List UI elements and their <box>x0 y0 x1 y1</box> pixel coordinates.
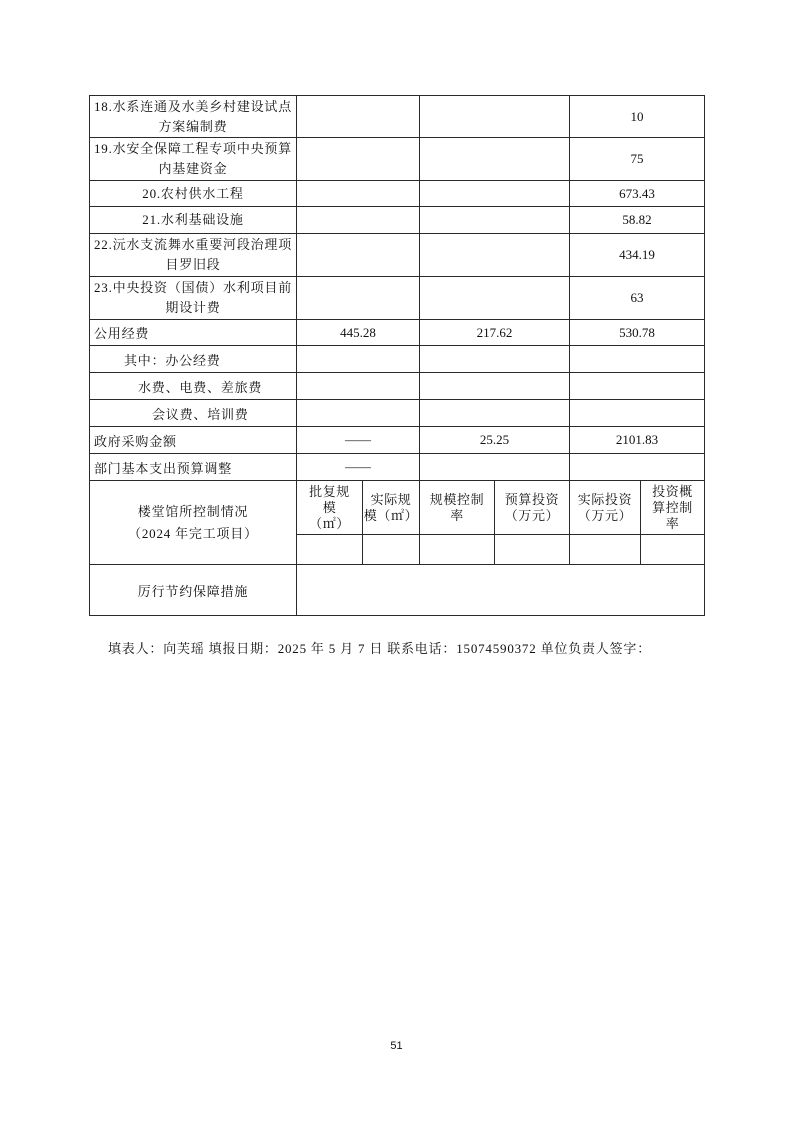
table-row <box>90 565 705 616</box>
value-cell-2 <box>420 181 570 207</box>
value-cell-1 <box>297 277 420 320</box>
value-cell-2: 217.62 <box>420 320 570 346</box>
value-cell-2 <box>420 346 570 373</box>
item-label-cell <box>90 277 297 320</box>
item-label-line: 目罗旧段 <box>165 257 221 272</box>
value-cell-2 <box>420 207 570 234</box>
value-cell-2 <box>420 138 570 181</box>
budget-adjust-label: 部门基本支出预算调整 <box>90 454 297 481</box>
value-cell-1 <box>297 373 420 400</box>
header-line: 模 <box>322 499 337 515</box>
header-line: 实际规 <box>370 491 412 507</box>
value-cell-1 <box>297 234 420 277</box>
signature-label: 单位负责人签字： <box>540 641 651 656</box>
header-actual-investment <box>570 481 641 535</box>
header-scale-control-rate <box>420 481 495 535</box>
value-cell-2 <box>420 277 570 320</box>
value-cell-2 <box>420 234 570 277</box>
actual-investment-value <box>570 535 641 565</box>
value-cell-3: 63 <box>570 277 705 320</box>
value-cell-3 <box>570 400 705 427</box>
public-expense-label: 公用经费 <box>90 320 297 346</box>
table-row <box>90 96 705 138</box>
table-row <box>90 207 705 234</box>
meeting-expense-label: 会议费、培训费 <box>90 400 297 427</box>
budget-investment-value <box>495 535 570 565</box>
value-cell-2 <box>420 373 570 400</box>
value-cell-3: 10 <box>570 96 705 138</box>
value-cell-1: 445.28 <box>297 320 420 346</box>
table-row <box>90 400 705 427</box>
table-row <box>90 346 705 373</box>
page-number: 51 <box>390 1040 403 1052</box>
item-label-line: 22.沅水支流舞水重要河段治理项 <box>93 237 293 252</box>
gov-procurement-label: 政府采购金额 <box>90 427 297 454</box>
table-row <box>90 454 705 481</box>
item-label-cell <box>90 234 297 277</box>
item-label-line: 方案编制费 <box>158 118 228 134</box>
value-cell-3 <box>570 373 705 400</box>
office-expense-label: 其中：办公经费 <box>90 346 297 373</box>
table-row <box>90 427 705 454</box>
value-cell-1 <box>297 181 420 207</box>
value-cell-3: 2101.83 <box>570 427 705 454</box>
item-label-line: 期设计费 <box>165 300 221 315</box>
form-footer <box>108 638 651 657</box>
table-row <box>90 481 705 535</box>
header-line: 率 <box>665 515 680 531</box>
table-row <box>90 320 705 346</box>
item-label-cell <box>90 96 297 138</box>
item-label-line: 18.水系连通及水美乡村建设试点 <box>93 98 293 114</box>
building-control-sublabel: （2024 年完工项目） <box>128 525 258 541</box>
fill-date: 2025 年 5 月 7 日 <box>277 641 384 656</box>
actual-scale-value <box>363 535 420 565</box>
value-cell-2 <box>420 454 570 481</box>
header-line: 模（㎡） <box>363 507 419 523</box>
value-cell-3: 673.43 <box>570 181 705 207</box>
table-row <box>90 234 705 277</box>
value-cell-3 <box>570 346 705 373</box>
scale-control-rate-value <box>420 535 495 565</box>
header-line: 批复规 <box>309 483 350 499</box>
header-line: 预算投资 <box>504 491 560 507</box>
table-row <box>90 181 705 207</box>
header-investment-control-rate <box>641 481 705 535</box>
item-label-line: 23.中央投资（国债）水利项目前 <box>93 280 293 295</box>
item-label-line: 20.农村供水工程 <box>142 185 244 201</box>
value-cell-2: 25.25 <box>420 427 570 454</box>
phone-label: 联系电话： <box>387 641 457 656</box>
utility-expense-label: 水费、电费、差旅费 <box>90 373 297 400</box>
value-cell-1 <box>297 346 420 373</box>
frugality-label: 厉行节约保障措施 <box>90 565 297 616</box>
header-line: （㎡） <box>309 515 350 531</box>
table-row <box>90 277 705 320</box>
filled-by: 向芙瑶 <box>163 641 205 656</box>
item-label-line: 21.水利基础设施 <box>142 212 244 227</box>
date-label: 填报日期： <box>208 641 278 656</box>
value-cell-3: 434.19 <box>570 234 705 277</box>
value-cell-3 <box>570 454 705 481</box>
item-label-line: 内基建资金 <box>158 161 228 176</box>
filled-by-label: 填表人： <box>108 641 164 656</box>
item-label-cell <box>90 207 297 234</box>
table-row <box>90 373 705 400</box>
value-cell-1 <box>297 400 420 427</box>
item-label-cell <box>90 138 297 181</box>
header-approved-scale <box>297 481 363 535</box>
value-cell-1 <box>297 207 420 234</box>
phone-number: 15074590372 <box>456 641 537 656</box>
header-budget-investment <box>495 481 570 535</box>
header-line: 规模控制 <box>429 491 485 507</box>
value-cell-1 <box>297 96 420 138</box>
value-cell-2 <box>420 400 570 427</box>
building-control-label: 楼堂馆所控制情况 <box>137 503 249 519</box>
building-control-label-cell <box>90 481 297 565</box>
value-cell-1 <box>297 138 420 181</box>
value-cell-1: —— <box>297 454 420 481</box>
value-cell-3: 75 <box>570 138 705 181</box>
header-line: 算控制 <box>652 499 693 515</box>
header-line: 率 <box>450 507 464 523</box>
frugality-value <box>297 565 705 616</box>
header-line: 投资概 <box>652 483 693 499</box>
approved-scale-value <box>297 535 363 565</box>
header-line: （万元） <box>504 507 560 523</box>
item-label-line: 19.水安全保障工程专项中央预算 <box>93 141 293 156</box>
value-cell-2 <box>420 96 570 138</box>
value-cell-3: 530.78 <box>570 320 705 346</box>
table-row <box>90 138 705 181</box>
header-actual-scale <box>363 481 420 535</box>
item-label-cell <box>90 181 297 207</box>
value-cell-1: —— <box>297 427 420 454</box>
value-cell-3: 58.82 <box>570 207 705 234</box>
header-line: 实际投资 <box>577 491 633 507</box>
investment-control-rate-value <box>641 535 705 565</box>
header-line: （万元） <box>577 507 633 523</box>
budget-table <box>89 95 705 616</box>
